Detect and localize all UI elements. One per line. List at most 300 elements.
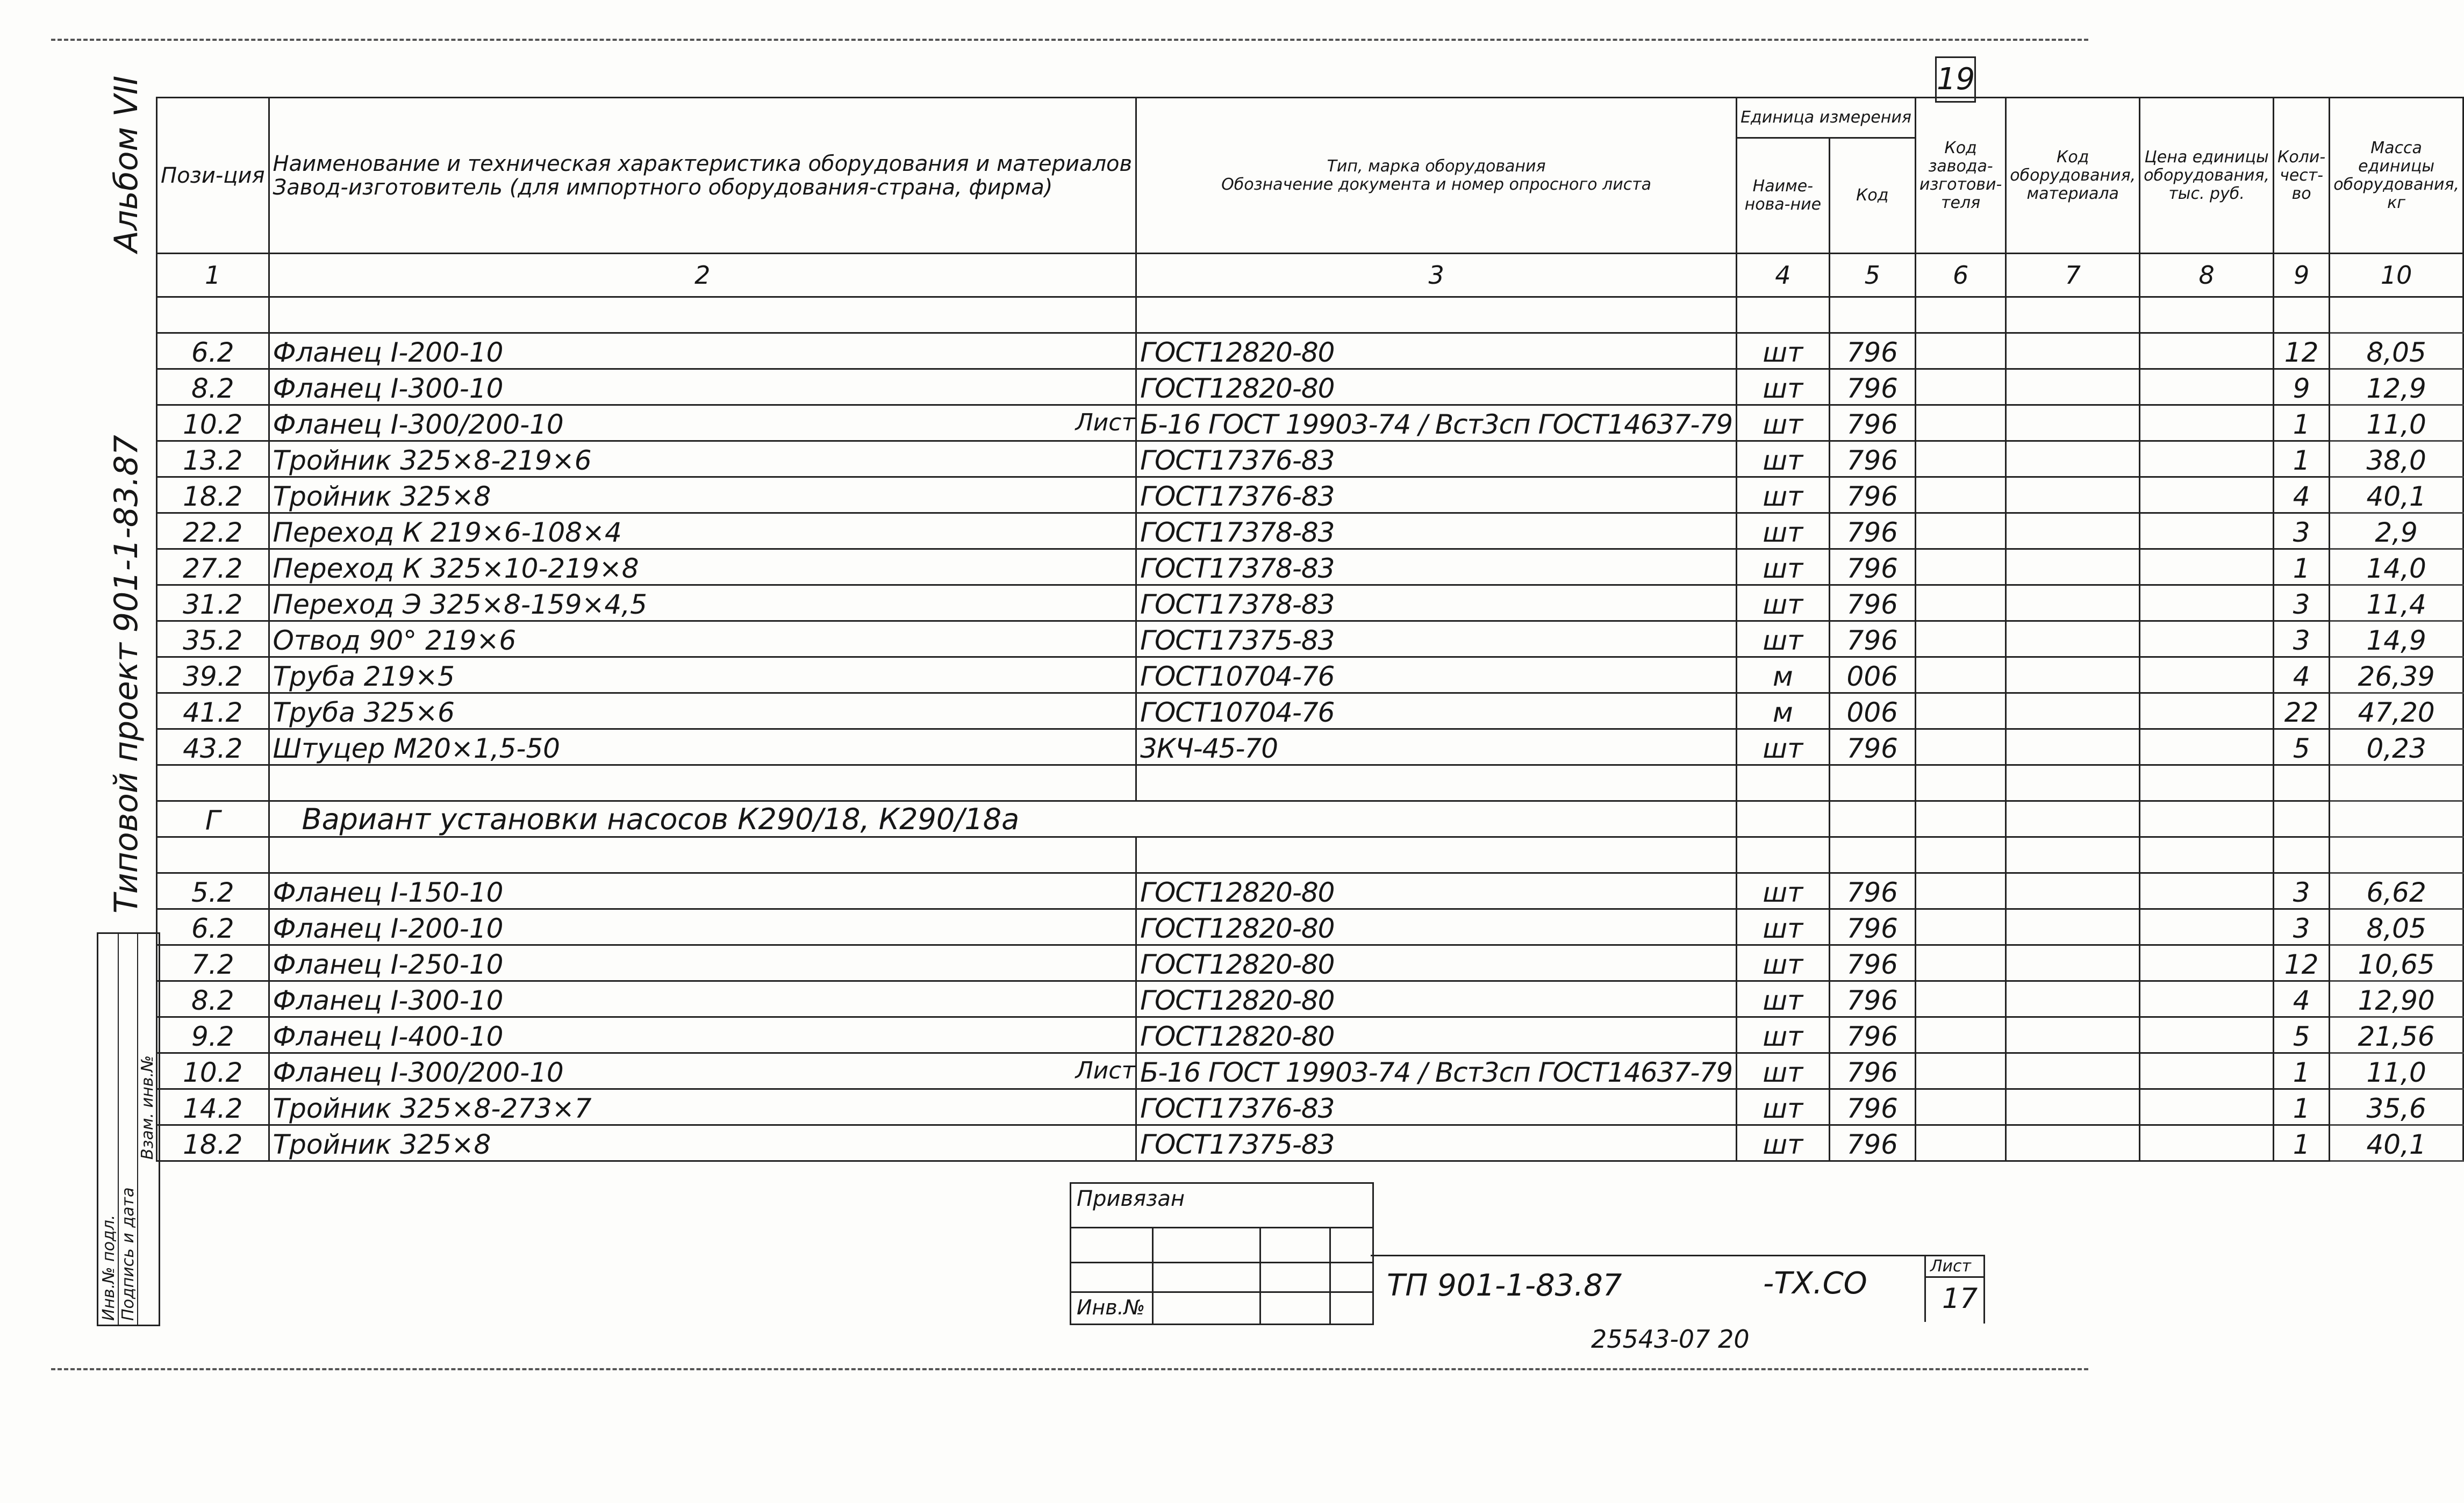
name-cell [269, 441, 1136, 477]
position-cell: 8.2 [157, 981, 269, 1017]
plant-code-cell [1915, 621, 2005, 657]
item-name: Вариант установки насосов К290/18, К290/18а [302, 802, 1020, 836]
position-cell [157, 297, 269, 333]
code-cell: 006 [1829, 657, 1915, 693]
doc-cell: ГОСТ17378-83 [1136, 549, 1737, 585]
name-cell [269, 369, 1136, 405]
mass-cell: 11,0 [2330, 405, 2463, 441]
name-cell [269, 657, 1136, 693]
name-cell [269, 549, 1136, 585]
mass-cell [2330, 837, 2463, 873]
name-cell [269, 513, 1136, 549]
col-num: 9 [2274, 254, 2330, 297]
qty-cell: 4 [2274, 477, 2330, 513]
qty-cell: 1 [2274, 1125, 2330, 1161]
equip-code-cell [2006, 1017, 2140, 1053]
stamp-replace-label: Взам. инв.№ [138, 1055, 157, 1160]
plant-code-cell [1915, 1017, 2005, 1053]
unit-cell: шт [1737, 981, 1830, 1017]
album-label: Альбом VII [108, 75, 145, 253]
archive-number: 25543-07 20 [1591, 1325, 1750, 1354]
price-cell [2140, 765, 2274, 801]
unit-cell: шт [1737, 621, 1830, 657]
unit-cell: шт [1737, 549, 1830, 585]
unit-cell: шт [1737, 945, 1830, 981]
doc-cell: ГОСТ10704-76 [1136, 657, 1737, 693]
item-name: Переход К 325×10-219×8 [273, 553, 639, 584]
qty-cell: 4 [2274, 657, 2330, 693]
doc-cell: ГОСТ12820-80 [1136, 1017, 1737, 1053]
position-cell: 31.2 [157, 585, 269, 621]
code-cell: 796 [1829, 621, 1915, 657]
price-cell [2140, 1125, 2274, 1161]
list-label: Лист [1075, 409, 1136, 436]
position-cell: 27.2 [157, 549, 269, 585]
plant-code-cell [1915, 909, 2005, 945]
designation-box [1371, 1255, 1985, 1324]
name-cell [269, 729, 1136, 765]
mass-cell: 6,62 [2330, 873, 2463, 909]
equip-code-cell [2006, 1053, 2140, 1089]
doc-cell: ГОСТ12820-80 [1136, 909, 1737, 945]
table-row [157, 1053, 2463, 1089]
table-row [157, 585, 2463, 621]
plant-code-cell [1915, 1053, 2005, 1089]
code-cell [1829, 801, 1915, 837]
header-position: Пози-ция [157, 98, 269, 254]
price-cell [2140, 837, 2274, 873]
stamp-box [97, 932, 160, 1326]
code-cell: 796 [1829, 405, 1915, 441]
doc-cell: ГОСТ17376-83 [1136, 1089, 1737, 1125]
code-cell: 796 [1829, 729, 1915, 765]
table-row [157, 477, 2463, 513]
price-cell [2140, 297, 2274, 333]
mass-cell: 47,20 [2330, 693, 2463, 729]
position-cell: 7.2 [157, 945, 269, 981]
name-cell [269, 873, 1136, 909]
inv-label: Инв.№ [1077, 1296, 1145, 1319]
position-cell: 22.2 [157, 513, 269, 549]
item-name: Переход К 219×6-108×4 [273, 517, 622, 548]
unit-cell [1737, 297, 1830, 333]
qty-cell: 1 [2274, 549, 2330, 585]
equip-code-cell [2006, 873, 2140, 909]
item-name: Фланец I-400-10 [273, 1021, 504, 1052]
plant-code-cell [1915, 297, 2005, 333]
doc-cell [1136, 765, 1737, 801]
header-unit-name: Наиме-нова-ние [1737, 138, 1830, 254]
mass-cell: 26,39 [2330, 657, 2463, 693]
equip-code-cell [2006, 981, 2140, 1017]
title-block [1070, 1182, 1983, 1354]
equip-code-cell [2006, 549, 2140, 585]
attachment-box [1070, 1182, 1374, 1325]
unit-cell [1737, 765, 1830, 801]
doc-cell: ГОСТ17375-83 [1136, 621, 1737, 657]
equip-code-cell [2006, 729, 2140, 765]
mass-cell: 21,56 [2330, 1017, 2463, 1053]
name-cell [269, 765, 1136, 801]
price-cell [2140, 405, 2274, 441]
doc-cell: ГОСТ12820-80 [1136, 333, 1737, 369]
equip-code-cell [2006, 801, 2140, 837]
table-row [157, 693, 2463, 729]
name-cell [269, 981, 1136, 1017]
page-number: 19 [1935, 56, 1976, 103]
col-num: 6 [1915, 254, 2005, 297]
qty-cell: 12 [2274, 945, 2330, 981]
doc-cell: ГОСТ17378-83 [1136, 585, 1737, 621]
code-cell: 796 [1829, 873, 1915, 909]
name-cell [269, 1089, 1136, 1125]
unit-cell: шт [1737, 585, 1830, 621]
plant-code-cell [1915, 801, 2005, 837]
name-cell [269, 837, 1136, 873]
price-cell [2140, 621, 2274, 657]
item-name: Фланец I-250-10 [273, 949, 504, 980]
header-equip-code: Код оборудования, материала [2006, 98, 2140, 254]
unit-cell: шт [1737, 513, 1830, 549]
col-num: 7 [2006, 254, 2140, 297]
plant-code-cell [1915, 369, 2005, 405]
plant-code-cell [1915, 981, 2005, 1017]
column-number-row [157, 254, 2463, 297]
plant-code-cell [1915, 873, 2005, 909]
position-cell: 6.2 [157, 333, 269, 369]
plant-code-cell [1915, 333, 2005, 369]
doc-cell: Б-16 ГОСТ 19903-74 / Вст3сп ГОСТ14637-79 [1136, 1053, 1737, 1089]
header-plant-code: Код завода-изготови-теля [1915, 98, 2005, 254]
designation-suffix: -ТХ.СО [1763, 1266, 1867, 1301]
price-cell [2140, 981, 2274, 1017]
qty-cell: 1 [2274, 441, 2330, 477]
table-row [157, 297, 2463, 333]
unit-cell: шт [1737, 1053, 1830, 1089]
table-row [157, 729, 2463, 765]
position-cell: 39.2 [157, 657, 269, 693]
item-name: Труба 219×5 [273, 661, 455, 692]
equip-code-cell [2006, 693, 2140, 729]
position-cell: 41.2 [157, 693, 269, 729]
item-name: Фланец I-150-10 [273, 877, 504, 908]
name-cell [269, 945, 1136, 981]
doc-cell: 3КЧ-45-70 [1136, 729, 1737, 765]
code-cell: 796 [1829, 441, 1915, 477]
table-row [157, 1017, 2463, 1053]
stamp-inv-label: Инв.№ подл. [99, 1214, 118, 1321]
mass-cell: 35,6 [2330, 1089, 2463, 1125]
qty-cell: 5 [2274, 729, 2330, 765]
item-name: Тройник 325×8-273×7 [273, 1093, 592, 1124]
table-row [157, 981, 2463, 1017]
doc-cell [1136, 837, 1737, 873]
doc-cell: ГОСТ10704-76 [1136, 693, 1737, 729]
unit-cell: м [1737, 693, 1830, 729]
unit-cell: шт [1737, 441, 1830, 477]
position-cell: 43.2 [157, 729, 269, 765]
position-cell: 8.2 [157, 369, 269, 405]
equip-code-cell [2006, 513, 2140, 549]
unit-cell: шт [1737, 477, 1830, 513]
doc-cell: ГОСТ12820-80 [1136, 981, 1737, 1017]
code-cell: 796 [1829, 945, 1915, 981]
designation: ТП 901-1-83.87 [1387, 1268, 1622, 1303]
qty-cell: 5 [2274, 1017, 2330, 1053]
unit-cell: шт [1737, 1017, 1830, 1053]
position-cell: 6.2 [157, 909, 269, 945]
code-cell [1829, 765, 1915, 801]
item-name: Фланец I-300/200-10 [273, 1057, 564, 1088]
position-cell: 9.2 [157, 1017, 269, 1053]
qty-cell: 1 [2274, 405, 2330, 441]
mass-cell: 11,4 [2330, 585, 2463, 621]
code-cell: 796 [1829, 369, 1915, 405]
name-cell [269, 405, 1136, 441]
qty-cell: 3 [2274, 585, 2330, 621]
stamp-sign-label: Подпись и дата [119, 1187, 138, 1321]
header-price: Цена единицы оборудования, тыс. руб. [2140, 98, 2274, 254]
item-name: Фланец I-300-10 [273, 373, 504, 404]
sheet-number: 17 [1942, 1283, 1978, 1315]
item-name: Труба 325×6 [273, 697, 455, 728]
qty-cell [2274, 801, 2330, 837]
code-cell: 796 [1829, 1017, 1915, 1053]
doc-cell: ГОСТ12820-80 [1136, 369, 1737, 405]
mass-cell [2330, 297, 2463, 333]
equip-code-cell [2006, 333, 2140, 369]
table-row [157, 657, 2463, 693]
qty-cell [2274, 297, 2330, 333]
item-name: Фланец I-300/200-10 [273, 409, 564, 440]
doc-cell: ГОСТ17376-83 [1136, 477, 1737, 513]
qty-cell: 9 [2274, 369, 2330, 405]
price-cell [2140, 513, 2274, 549]
specification-table [156, 97, 2464, 1162]
equip-code-cell [2006, 441, 2140, 477]
plant-code-cell [1915, 513, 2005, 549]
unit-cell: шт [1737, 405, 1830, 441]
mass-cell: 40,1 [2330, 477, 2463, 513]
code-cell: 796 [1829, 1089, 1915, 1125]
table-row [157, 369, 2463, 405]
unit-cell: м [1737, 657, 1830, 693]
plant-code-cell [1915, 549, 2005, 585]
table-row [157, 1089, 2463, 1125]
position-cell: 14.2 [157, 1089, 269, 1125]
header-name-line1: Наименование и техническая характеристика оборудования и материалов [273, 151, 1133, 176]
plant-code-cell [1915, 693, 2005, 729]
mass-cell [2330, 801, 2463, 837]
header-name-line2: Завод-изготовитель (для импортного оборудования-страна, фирма) [273, 175, 1053, 200]
mass-cell: 40,1 [2330, 1125, 2463, 1161]
item-name: Переход Э 325×8-159×4,5 [273, 589, 647, 620]
doc-cell: ГОСТ17375-83 [1136, 1125, 1737, 1161]
plant-code-cell [1915, 441, 2005, 477]
position-cell: Г [157, 801, 269, 837]
item-name: Отвод 90° 219×6 [273, 625, 517, 656]
col-num: 2 [269, 254, 1136, 297]
mass-cell: 0,23 [2330, 729, 2463, 765]
qty-cell: 1 [2274, 1053, 2330, 1089]
table-row [157, 621, 2463, 657]
name-cell [269, 621, 1136, 657]
mass-cell: 14,0 [2330, 549, 2463, 585]
qty-cell: 4 [2274, 981, 2330, 1017]
qty-cell: 3 [2274, 621, 2330, 657]
header-name [269, 98, 1136, 254]
name-cell [269, 1053, 1136, 1089]
name-cell [269, 585, 1136, 621]
table-row [157, 405, 2463, 441]
unit-cell [1737, 801, 1830, 837]
qty-cell [2274, 837, 2330, 873]
table-row [157, 765, 2463, 801]
item-name: Фланец I-200-10 [273, 337, 504, 368]
equip-code-cell [2006, 909, 2140, 945]
doc-cell: ГОСТ17376-83 [1136, 441, 1737, 477]
mass-cell: 2,9 [2330, 513, 2463, 549]
position-cell: 18.2 [157, 1125, 269, 1161]
code-cell: 796 [1829, 1125, 1915, 1161]
equip-code-cell [2006, 837, 2140, 873]
unit-cell: шт [1737, 909, 1830, 945]
doc-cell: ГОСТ12820-80 [1136, 945, 1737, 981]
mass-cell: 12,9 [2330, 369, 2463, 405]
doc-cell [1136, 297, 1737, 333]
doc-cell: Б-16 ГОСТ 19903-74 / Вст3сп ГОСТ14637-79 [1136, 405, 1737, 441]
price-cell [2140, 1089, 2274, 1125]
unit-cell: шт [1737, 1125, 1830, 1161]
qty-cell [2274, 765, 2330, 801]
code-cell: 796 [1829, 585, 1915, 621]
col-num: 5 [1829, 254, 1915, 297]
plant-code-cell [1915, 477, 2005, 513]
position-cell: 18.2 [157, 477, 269, 513]
qty-cell: 1 [2274, 1089, 2330, 1125]
position-cell [157, 837, 269, 873]
equip-code-cell [2006, 405, 2140, 441]
position-cell: 13.2 [157, 441, 269, 477]
unit-cell: шт [1737, 369, 1830, 405]
table-row [157, 549, 2463, 585]
price-cell [2140, 873, 2274, 909]
equip-code-cell [2006, 657, 2140, 693]
table-row [157, 909, 2463, 945]
header-type-line2: Обозначение документа и номер опросного листа [1221, 175, 1652, 194]
price-cell [2140, 693, 2274, 729]
unit-cell: шт [1737, 873, 1830, 909]
price-cell [2140, 945, 2274, 981]
table-row [157, 873, 2463, 909]
mass-cell: 11,0 [2330, 1053, 2463, 1089]
price-cell [2140, 1017, 2274, 1053]
unit-cell [1737, 837, 1830, 873]
price-cell [2140, 657, 2274, 693]
table-row [157, 441, 2463, 477]
list-label: Лист [1075, 1057, 1136, 1084]
equip-code-cell [2006, 621, 2140, 657]
position-cell [157, 765, 269, 801]
col-num: 3 [1136, 254, 1737, 297]
price-cell [2140, 1053, 2274, 1089]
doc-cell: ГОСТ12820-80 [1136, 873, 1737, 909]
attached-label: Привязан [1077, 1186, 1185, 1211]
position-cell: 10.2 [157, 405, 269, 441]
header-qty: Коли-чест-во [2274, 98, 2330, 254]
header-type-line1: Тип, марка оборудования [1327, 156, 1546, 176]
code-cell: 796 [1829, 909, 1915, 945]
qty-cell: 3 [2274, 513, 2330, 549]
equip-code-cell [2006, 945, 2140, 981]
name-cell [269, 297, 1136, 333]
mass-cell [2330, 765, 2463, 801]
header-unit-code: Код [1829, 138, 1915, 254]
plant-code-cell [1915, 945, 2005, 981]
mass-cell: 14,9 [2330, 621, 2463, 657]
table-row [157, 837, 2463, 873]
qty-cell: 12 [2274, 333, 2330, 369]
code-cell [1829, 837, 1915, 873]
plant-code-cell [1915, 1089, 2005, 1125]
code-cell: 796 [1829, 513, 1915, 549]
plant-code-cell [1915, 657, 2005, 693]
price-cell [2140, 369, 2274, 405]
plant-code-cell [1915, 585, 2005, 621]
position-cell: 10.2 [157, 1053, 269, 1089]
project-label: Типовой проект 901-1-83.87 [108, 435, 145, 914]
price-cell [2140, 585, 2274, 621]
col-num: 8 [2140, 254, 2274, 297]
table-row [157, 801, 2463, 837]
doc-cell: ГОСТ17378-83 [1136, 513, 1737, 549]
unit-cell: шт [1737, 729, 1830, 765]
name-cell [269, 333, 1136, 369]
equip-code-cell [2006, 765, 2140, 801]
col-num: 10 [2330, 254, 2463, 297]
qty-cell: 3 [2274, 909, 2330, 945]
code-cell: 006 [1829, 693, 1915, 729]
item-name: Тройник 325×8 [273, 481, 491, 512]
code-cell: 796 [1829, 1053, 1915, 1089]
position-cell: 5.2 [157, 873, 269, 909]
mass-cell: 8,05 [2330, 909, 2463, 945]
mass-cell: 8,05 [2330, 333, 2463, 369]
price-cell [2140, 333, 2274, 369]
table-row [157, 513, 2463, 549]
sheet-box [1924, 1255, 1985, 1322]
item-name: Тройник 325×8-219×6 [273, 445, 592, 476]
header-mass: Масса единицы оборудования, кг [2330, 98, 2463, 254]
plant-code-cell [1915, 405, 2005, 441]
name-cell [269, 1125, 1136, 1161]
header-unit: Единица измерения [1737, 98, 1916, 138]
mass-cell: 38,0 [2330, 441, 2463, 477]
table-row [157, 945, 2463, 981]
name-cell [269, 801, 1737, 837]
unit-cell: шт [1737, 1089, 1830, 1125]
qty-cell: 3 [2274, 873, 2330, 909]
equip-code-cell [2006, 477, 2140, 513]
code-cell: 796 [1829, 333, 1915, 369]
mass-cell: 12,90 [2330, 981, 2463, 1017]
name-cell [269, 477, 1136, 513]
sheet-label: Лист [1930, 1257, 1972, 1276]
qty-cell: 22 [2274, 693, 2330, 729]
name-cell [269, 1017, 1136, 1053]
name-cell [269, 693, 1136, 729]
item-name: Тройник 325×8 [273, 1129, 491, 1160]
